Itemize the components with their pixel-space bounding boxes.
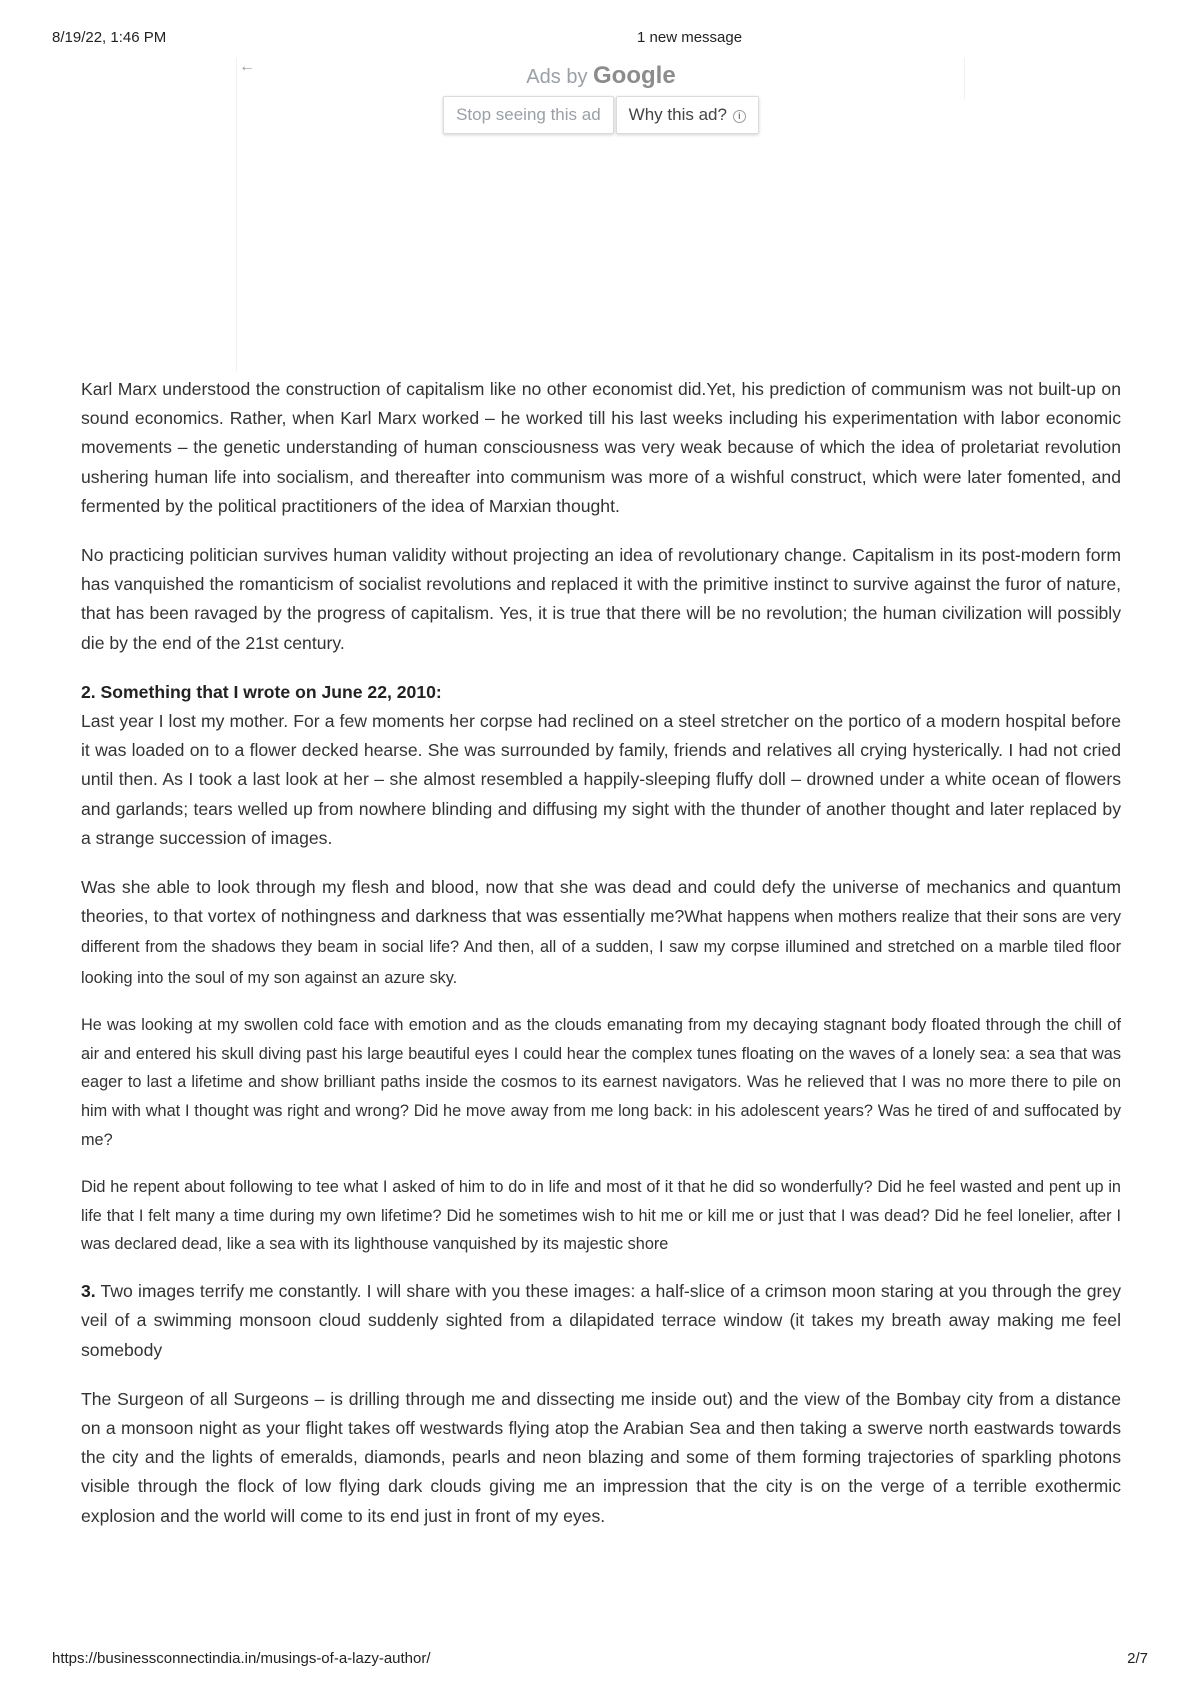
ad-container bbox=[236, 58, 965, 372]
why-this-ad-button[interactable] bbox=[616, 96, 759, 134]
why-this-ad-label: Why this ad? bbox=[628, 105, 727, 124]
section-3-number: 3. bbox=[81, 1281, 96, 1302]
ads-by-google-label bbox=[237, 62, 965, 90]
ad-feedback-buttons bbox=[237, 96, 965, 134]
section-2-heading: 2. Something that I wrote on June 22, 2010: bbox=[81, 681, 442, 702]
paragraph-flesh-and-blood bbox=[81, 873, 1121, 993]
page-title: 1 new message bbox=[637, 29, 743, 46]
google-logo: Google bbox=[593, 62, 676, 89]
print-datetime: 8/19/22, 1:46 PM bbox=[52, 29, 167, 46]
article-body bbox=[81, 375, 1121, 1551]
paragraph-two-images: Two images terrify me constantly. I will share with you these images: a half-slice of a crimson moon staring at you through the grey veil of a swimming monsoon cloud suddenly sighted from a dilapidated terrace window (it takes my breath away making me feel somebody bbox=[81, 1281, 1121, 1360]
paragraph-marx: Karl Marx understood the construction of capitalism like no other economist did.Yet, his prediction of communism was not built-up on sound economics. Rather, when Karl Marx worked – he worked till his last weeks including his experimentation with labor economic movements – the genetic understanding of human consciousness was very weak because of which the idea of proletariat revolution ushering human life into socialism, and thereafter into communism was more of a wishful construct, which were later fomented, and fermented by the political practitioners of the idea of Marxian thought. bbox=[81, 379, 1121, 516]
paragraph-politician: No practicing politician survives human validity without projecting an idea of revolutionary change. Capitalism in its post-modern form has vanquished the romanticism of socialist revolutions and replaced it with the primitive instinct to survive against the furor of nature, that has been ravaged by the progress of capitalism. Yes, it is true that there will be no revolution; the human civilization will possibly die by the end of the 21st century. bbox=[81, 545, 1121, 653]
stop-seeing-ad-button[interactable] bbox=[443, 96, 614, 134]
ads-by-text: Ads by bbox=[526, 66, 588, 88]
paragraph-mother: Last year I lost my mother. For a few moments her corpse had reclined on a steel stretcher on the portico of a modern hospital before it was loaded on to a flower decked hearse. She was surrounded by family, friends and relatives all crying hysterically. I had not cried until then. As I took a last look at her – she almost resembled a happily-sleeping fluffy doll – drowned under a white ocean of flowers and garlands; tears welled up from nowhere blinding and diffusing my sight with the thunder of another thought and later replaced by a strange succession of images. bbox=[81, 711, 1121, 848]
print-header bbox=[0, 29, 1191, 49]
section-2 bbox=[81, 678, 1121, 853]
page-url: https://businessconnectindia.in/musings-of-a-lazy-author/ bbox=[52, 1650, 431, 1667]
stop-seeing-ad-label: Stop seeing this ad bbox=[456, 105, 601, 124]
section-3 bbox=[81, 1277, 1121, 1365]
page-number: 2/7 bbox=[1127, 1650, 1148, 1667]
print-footer bbox=[0, 1650, 1191, 1670]
arrow-left-icon[interactable]: ← bbox=[239, 58, 255, 75]
paragraph-swollen-face: He was looking at my swollen cold face with emotion and as the clouds emanating from my decaying stagnant body floated through the chill of air and entered his skull diving past his large beautiful eyes I could hear the complex tunes floating on the waves of a lonely sea: a sea that was eager to last a lifetime and show brilliant paths inside the cosmos to its earnest navigators. Was he relieved that I was no more there to pile on him with what I thought was right and wrong? Did he move away from me long back: in his adolescent years? Was he tired of and suffocated by me? bbox=[81, 1015, 1121, 1150]
paragraph-flesh-and-blood-part1: Was she able to look through my flesh and blood, now that she was dead and could defy the universe of mechanics and quantum theories, to that vortex of nothingness and darkness that was essentially me? bbox=[81, 877, 1121, 927]
info-circle-icon: i bbox=[733, 110, 746, 123]
paragraph-repent: Did he repent about following to tee what I asked of him to do in life and most of it that he did so wonderfully? Did he feel wasted and pent up in life that I felt many a time during my own lifetime? Did he sometimes wish to hit me or kill me or just that I was dead? Did he feel lonelier, after I was declared dead, like a sea with its lighthouse vanquished by its majestic shore bbox=[81, 1177, 1121, 1254]
paragraph-flesh-and-blood-part2: What happens when mothers realize that their sons are very different from the shadows they beam in social life? And then, all of a sudden, I saw my corpse illumined and stretched on a marble tiled floor looking into the soul of my son against an azure sky. bbox=[81, 908, 1122, 987]
paragraph-surgeon: The Surgeon of all Surgeons – is drilling through me and dissecting me inside out) and the view of the Bombay city from a distance on a monsoon night as your flight takes off westwards flying atop the Arabian Sea and then taking a swerve north eastwards towards the city and the lights of emeralds, diamonds, pearls and neon blazing and some of them forming trajectories of sparkling photons visible through the flock of low flying dark clouds giving me an impression that the city is on the verge of a terrible exothermic explosion and the world will come to its end just in front of my eyes. bbox=[81, 1388, 1121, 1526]
